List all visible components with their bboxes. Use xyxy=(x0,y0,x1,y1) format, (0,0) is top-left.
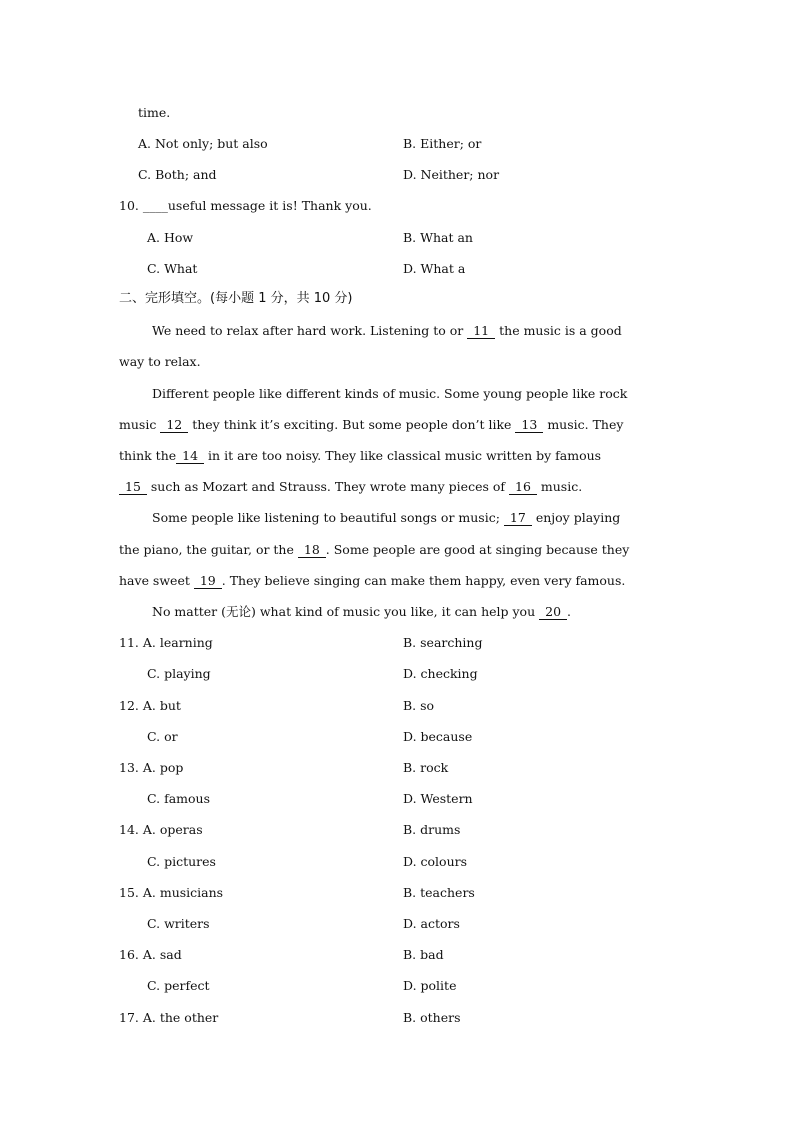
q9-option-b: B. Either; or xyxy=(403,136,482,151)
question-13-row1 xyxy=(119,760,183,776)
passage-p1-line1 xyxy=(152,323,622,339)
q10-blank: ____ xyxy=(142,198,168,213)
option-a: A. musicians xyxy=(142,885,224,900)
question-11-option-b: B. searching xyxy=(403,635,483,650)
question-14-option-b: B. drums xyxy=(403,822,461,837)
question-16-option-c: C. perfect xyxy=(147,978,210,993)
question-14-row1 xyxy=(119,822,203,838)
blank-15: 15 xyxy=(119,480,147,495)
question-12-row1 xyxy=(119,698,181,714)
blank-18: 18 xyxy=(298,543,326,558)
passage-p2-line4 xyxy=(119,479,582,495)
q9-option-c: C. Both; and xyxy=(138,167,217,182)
passage-text: such as Mozart and Strauss. They wrote many pieces of xyxy=(150,479,506,494)
blank-14: 14 xyxy=(176,449,204,464)
q9-option-a: A. Not only; but also xyxy=(138,136,268,151)
question-11-option-d: D. checking xyxy=(403,666,478,681)
passage-text: music. xyxy=(540,479,583,494)
option-a: A. sad xyxy=(142,947,182,962)
passage-p1-line2: way to relax. xyxy=(119,354,201,369)
passage-text: Some people like listening to beautiful songs or music; xyxy=(152,510,500,525)
question-12-option-d: D. because xyxy=(403,729,473,744)
q10-number: 10. xyxy=(119,198,139,213)
passage-p3-line1 xyxy=(152,510,620,526)
q9-option-d: D. Neither; nor xyxy=(403,167,500,182)
passage-text: . They believe singing can make them happy, even very famous. xyxy=(221,573,626,588)
question-11-row1 xyxy=(119,635,213,651)
question-16-option-d: D. polite xyxy=(403,978,457,993)
q10-stem xyxy=(119,198,372,214)
option-a: A. the other xyxy=(142,1010,219,1025)
passage-text: enjoy playing xyxy=(535,510,621,525)
q10-option-b: B. What an xyxy=(403,230,473,245)
question-17-row1 xyxy=(119,1010,218,1026)
q10-option-c: C. What xyxy=(147,261,198,276)
question-13-option-d: D. Western xyxy=(403,791,473,806)
question-11-option-c: C. playing xyxy=(147,666,211,681)
option-a: A. learning xyxy=(142,635,213,650)
passage-text: music xyxy=(119,417,157,432)
q10-option-d: D. What a xyxy=(403,261,466,276)
section-heading: 二、完形填空。(每小题 1 分，共 10 分) xyxy=(119,291,353,306)
question-13-option-b: B. rock xyxy=(403,760,449,775)
blank-11: 11 xyxy=(467,324,495,339)
question-14-option-c: C. pictures xyxy=(147,854,216,869)
passage-p2-line2 xyxy=(119,417,623,433)
passage-text: the music is a good xyxy=(499,323,622,338)
option-a: A. pop xyxy=(142,760,184,775)
passage-p3-line3 xyxy=(119,573,625,589)
question-16-option-b: B. bad xyxy=(403,947,444,962)
question-12-option-b: B. so xyxy=(403,698,435,713)
option-a: A. operas xyxy=(142,822,203,837)
blank-13: 13 xyxy=(515,418,543,433)
passage-text: . xyxy=(567,604,572,619)
question-number: 15. xyxy=(119,885,139,900)
passage-text: music. They xyxy=(547,417,624,432)
blank-12: 12 xyxy=(160,418,188,433)
question-17-option-b: B. others xyxy=(403,1010,461,1025)
passage-text: in it are too noisy. They like classical music written by famous xyxy=(208,448,602,463)
question-13-option-c: C. famous xyxy=(147,791,210,806)
question-12-option-c: C. or xyxy=(147,729,178,744)
question-number: 11. xyxy=(119,635,139,650)
question-15-option-b: B. teachers xyxy=(403,885,475,900)
q10-option-a: A. How xyxy=(147,230,194,245)
passage-text: they think it’s exciting. But some people don’t like xyxy=(192,417,512,432)
passage-text: No matter (无论) what kind of music you like, it can help you xyxy=(152,604,536,619)
question-14-option-d: D. colours xyxy=(403,854,468,869)
passage-p3-line2 xyxy=(119,542,629,558)
passage-text: We need to relax after hard work. Listening to or xyxy=(152,323,464,338)
blank-17: 17 xyxy=(504,511,532,526)
question-15-option-c: C. writers xyxy=(147,916,210,931)
passage-p2-line1: Different people like different kinds of music. Some young people like rock xyxy=(152,386,628,401)
option-a: A. but xyxy=(142,698,181,713)
passage-p2-line3 xyxy=(119,448,601,464)
q10-text: useful message it is! Thank you. xyxy=(167,198,372,213)
question-15-option-d: D. actors xyxy=(403,916,460,931)
blank-19: 19 xyxy=(194,574,222,589)
question-number: 12. xyxy=(119,698,139,713)
question-number: 13. xyxy=(119,760,139,775)
passage-text: think the xyxy=(119,448,177,463)
q9-stem-end: time. xyxy=(138,105,171,120)
passage-p4-line1 xyxy=(152,604,571,620)
blank-16: 16 xyxy=(509,480,537,495)
question-number: 17. xyxy=(119,1010,139,1025)
passage-text: . Some people are good at singing because they xyxy=(325,542,630,557)
question-16-row1 xyxy=(119,947,182,963)
passage-text: have sweet xyxy=(119,573,190,588)
blank-20: 20 xyxy=(539,605,567,620)
question-15-row1 xyxy=(119,885,223,901)
question-number: 14. xyxy=(119,822,139,837)
question-number: 16. xyxy=(119,947,139,962)
passage-text: the piano, the guitar, or the xyxy=(119,542,294,557)
